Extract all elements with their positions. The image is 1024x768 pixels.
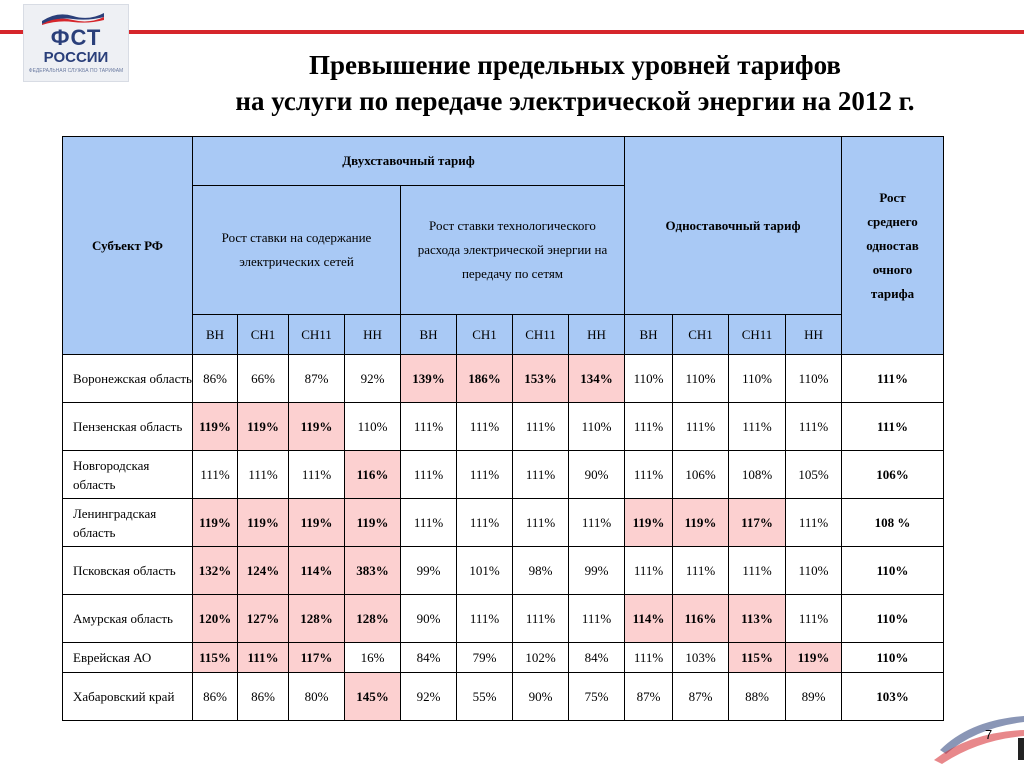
region-cell: Псковская область xyxy=(63,547,193,595)
header-maintenance-rate: Рост ставки на содержание электрических сетей xyxy=(193,186,401,315)
table-row xyxy=(63,355,944,403)
value-cell: 108% xyxy=(729,451,786,499)
table-row xyxy=(63,643,944,673)
value-cell: 87% xyxy=(673,673,729,721)
value-cell: 79% xyxy=(457,643,513,673)
value-cell: 110% xyxy=(786,355,842,403)
value-cell: 87% xyxy=(289,355,345,403)
value-cell: 111% xyxy=(401,403,457,451)
avg-growth-cell: 111% xyxy=(842,355,944,403)
value-cell: 84% xyxy=(569,643,625,673)
header-avg-growth-line: очного xyxy=(872,261,913,277)
header-avg-growth-line: Рост xyxy=(879,189,906,205)
value-cell: 111% xyxy=(625,643,673,673)
value-cell: 111% xyxy=(401,499,457,547)
page-title xyxy=(130,47,1020,119)
value-cell: 103% xyxy=(673,643,729,673)
value-cell: 128% xyxy=(345,595,401,643)
value-cell: 115% xyxy=(193,643,238,673)
value-cell: 75% xyxy=(569,673,625,721)
value-cell: 139% xyxy=(401,355,457,403)
region-cell: Амурская область xyxy=(63,595,193,643)
value-cell: 111% xyxy=(729,547,786,595)
value-cell: 111% xyxy=(786,595,842,643)
table-row xyxy=(63,403,944,451)
value-cell: 111% xyxy=(569,595,625,643)
level-sn1: СН1 xyxy=(238,315,289,355)
title-line-2: на услуги по передаче электрической энергии на 2012 г. xyxy=(235,86,915,116)
value-cell: 111% xyxy=(513,595,569,643)
value-cell: 98% xyxy=(513,547,569,595)
value-cell: 114% xyxy=(625,595,673,643)
value-cell: 119% xyxy=(238,403,289,451)
region-cell: Воронежская область xyxy=(63,355,193,403)
flag-icon xyxy=(42,11,104,25)
value-cell: 90% xyxy=(569,451,625,499)
page-number: 7 xyxy=(985,727,993,742)
value-cell: 111% xyxy=(238,643,289,673)
value-cell: 92% xyxy=(345,355,401,403)
level-nn: НН xyxy=(786,315,842,355)
logo-subtitle: ФЕДЕРАЛЬНАЯ СЛУЖБА ПО ТАРИФАМ xyxy=(28,68,124,74)
level-sn2: СН11 xyxy=(729,315,786,355)
value-cell: 111% xyxy=(625,451,673,499)
value-cell: 111% xyxy=(193,451,238,499)
brand-stripe-right xyxy=(127,30,1024,34)
value-cell: 116% xyxy=(345,451,401,499)
region-cell: Ленинградская область xyxy=(63,499,193,547)
value-cell: 119% xyxy=(625,499,673,547)
table-row xyxy=(63,499,944,547)
value-cell: 127% xyxy=(238,595,289,643)
value-cell: 119% xyxy=(289,499,345,547)
value-cell: 119% xyxy=(345,499,401,547)
table-row xyxy=(63,451,944,499)
header-two-rate-tariff: Двухставочный тариф xyxy=(193,137,625,186)
region-cell: Пензенская область xyxy=(63,403,193,451)
value-cell: 134% xyxy=(569,355,625,403)
value-cell: 111% xyxy=(513,499,569,547)
value-cell: 119% xyxy=(193,499,238,547)
table-row xyxy=(63,547,944,595)
value-cell: 66% xyxy=(238,355,289,403)
header-avg-growth-line: среднего xyxy=(867,213,918,229)
value-cell: 115% xyxy=(729,643,786,673)
table-row xyxy=(63,673,944,721)
value-cell: 119% xyxy=(289,403,345,451)
value-cell: 86% xyxy=(193,355,238,403)
value-cell: 101% xyxy=(457,547,513,595)
value-cell: 55% xyxy=(457,673,513,721)
value-cell: 383% xyxy=(345,547,401,595)
value-cell: 111% xyxy=(729,403,786,451)
value-cell: 119% xyxy=(673,499,729,547)
avg-growth-cell: 108 % xyxy=(842,499,944,547)
value-cell: 110% xyxy=(673,355,729,403)
value-cell: 87% xyxy=(625,673,673,721)
level-sn1: СН1 xyxy=(673,315,729,355)
value-cell: 111% xyxy=(238,451,289,499)
header-subject: Субъект РФ xyxy=(63,137,193,355)
value-cell: 119% xyxy=(786,643,842,673)
region-cell: Еврейская АО xyxy=(63,643,193,673)
value-cell: 80% xyxy=(289,673,345,721)
value-cell: 111% xyxy=(401,451,457,499)
value-cell: 90% xyxy=(401,595,457,643)
value-cell: 111% xyxy=(289,451,345,499)
level-sn1: СН1 xyxy=(457,315,513,355)
value-cell: 111% xyxy=(457,403,513,451)
value-cell: 111% xyxy=(513,403,569,451)
value-cell: 88% xyxy=(729,673,786,721)
value-cell: 111% xyxy=(786,403,842,451)
brand-swoosh-icon xyxy=(930,690,1024,768)
avg-growth-cell: 110% xyxy=(842,595,944,643)
table-row xyxy=(63,595,944,643)
value-cell: 111% xyxy=(625,403,673,451)
value-cell: 86% xyxy=(193,673,238,721)
level-nn: НН xyxy=(345,315,401,355)
value-cell: 132% xyxy=(193,547,238,595)
fst-logo xyxy=(23,4,129,82)
value-cell: 110% xyxy=(345,403,401,451)
value-cell: 117% xyxy=(289,643,345,673)
value-cell: 111% xyxy=(625,547,673,595)
level-nn: НН xyxy=(569,315,625,355)
value-cell: 99% xyxy=(401,547,457,595)
avg-growth-cell: 110% xyxy=(842,643,944,673)
value-cell: 124% xyxy=(238,547,289,595)
value-cell: 186% xyxy=(457,355,513,403)
brand-stripe-left xyxy=(0,30,23,34)
value-cell: 145% xyxy=(345,673,401,721)
value-cell: 99% xyxy=(569,547,625,595)
value-cell: 92% xyxy=(401,673,457,721)
region-cell: Новгородская область xyxy=(63,451,193,499)
value-cell: 110% xyxy=(569,403,625,451)
header-avg-growth-line: тарифа xyxy=(870,285,915,301)
edge-marker xyxy=(1018,738,1024,760)
value-cell: 114% xyxy=(289,547,345,595)
value-cell: 111% xyxy=(513,451,569,499)
value-cell: 84% xyxy=(401,643,457,673)
value-cell: 106% xyxy=(673,451,729,499)
table-body xyxy=(63,355,944,721)
avg-growth-cell: 106% xyxy=(842,451,944,499)
header-avg-growth xyxy=(842,137,944,355)
level-vn: ВН xyxy=(193,315,238,355)
logo-text-russia: РОССИИ xyxy=(43,49,109,66)
region-cell: Хабаровский край xyxy=(63,673,193,721)
value-cell: 110% xyxy=(729,355,786,403)
value-cell: 113% xyxy=(729,595,786,643)
avg-growth-cell: 111% xyxy=(842,403,944,451)
avg-growth-cell: 110% xyxy=(842,547,944,595)
level-vn: ВН xyxy=(625,315,673,355)
value-cell: 111% xyxy=(457,595,513,643)
value-cell: 89% xyxy=(786,673,842,721)
header-tech-loss-rate: Рост ставки технологического расхода электрической энергии на передачу по сетям xyxy=(401,186,625,315)
value-cell: 102% xyxy=(513,643,569,673)
value-cell: 153% xyxy=(513,355,569,403)
level-sn2: СН11 xyxy=(513,315,569,355)
header-avg-growth-line: одностав xyxy=(866,237,919,253)
value-cell: 128% xyxy=(289,595,345,643)
logo-text-fst: ФСТ xyxy=(50,25,102,50)
level-vn: ВН xyxy=(401,315,457,355)
value-cell: 111% xyxy=(457,451,513,499)
avg-growth-cell: 103% xyxy=(842,673,944,721)
value-cell: 117% xyxy=(729,499,786,547)
value-cell: 116% xyxy=(673,595,729,643)
value-cell: 120% xyxy=(193,595,238,643)
value-cell: 111% xyxy=(673,403,729,451)
value-cell: 111% xyxy=(786,499,842,547)
title-line-1: Превышение предельных уровней тарифов xyxy=(309,50,841,80)
value-cell: 86% xyxy=(238,673,289,721)
value-cell: 119% xyxy=(238,499,289,547)
value-cell: 16% xyxy=(345,643,401,673)
value-cell: 90% xyxy=(513,673,569,721)
tariff-table xyxy=(62,136,944,721)
value-cell: 111% xyxy=(569,499,625,547)
value-cell: 110% xyxy=(786,547,842,595)
value-cell: 119% xyxy=(193,403,238,451)
header-one-rate-tariff: Одноставочный тариф xyxy=(625,137,842,315)
value-cell: 105% xyxy=(786,451,842,499)
value-cell: 111% xyxy=(673,547,729,595)
value-cell: 110% xyxy=(625,355,673,403)
value-cell: 111% xyxy=(457,499,513,547)
level-sn2: СН11 xyxy=(289,315,345,355)
